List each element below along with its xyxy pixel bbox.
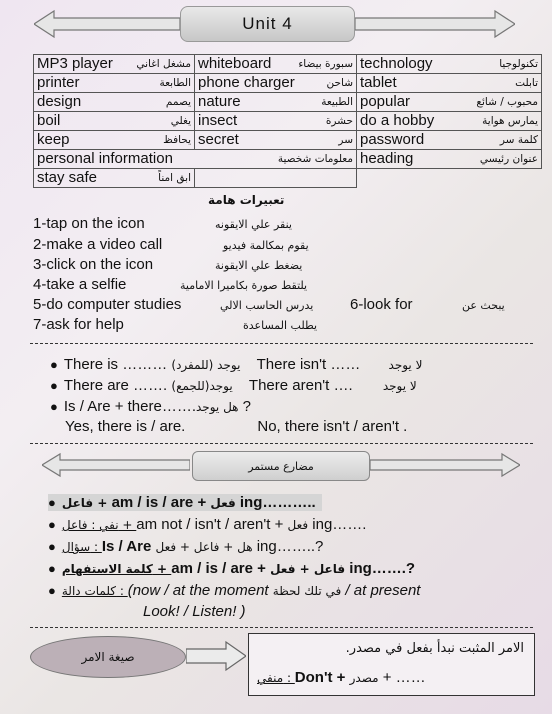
vocab-word: technology [360, 55, 433, 72]
vocab-translation: تابلت [515, 77, 538, 89]
expression-item: 6-look for [350, 296, 413, 313]
vocab-translation: يمارس هواية [482, 115, 538, 127]
dashed-divider [30, 443, 533, 444]
expression-translation: يبحث عن [462, 299, 505, 312]
vocab-word: popular [360, 93, 411, 110]
vocab-word: insect [198, 112, 238, 129]
right-arrow-decoration [186, 640, 246, 672]
imperative-negative: منفي : Don't + مصدر + …… [257, 669, 426, 686]
vocab-word: secret [198, 131, 239, 148]
vocab-word: tablet [360, 74, 397, 91]
there-is-line: ● There is ……… يوجد (للمفرد) There isn't …… لا يوجد [50, 356, 423, 373]
expression-item: 7-ask for help [33, 316, 124, 333]
vocab-word: personal information [37, 150, 173, 167]
expression-translation: يطلب المساعدة [243, 319, 318, 332]
vocab-translation: يغلي [170, 115, 191, 127]
vocab-word: printer [37, 74, 80, 91]
vocab-translation: الطابعة [159, 77, 191, 89]
table-row [34, 74, 542, 93]
vocab-translation: الطبيعة [321, 96, 353, 108]
vocab-translation: يحافظ [163, 134, 191, 146]
vocab-translation: مشغل اغاني [136, 58, 191, 70]
vocab-word: stay safe [37, 169, 98, 186]
vocab-word: boil [37, 112, 61, 129]
table-row [34, 169, 542, 188]
unit-title: Unit 4 [180, 6, 355, 42]
left-arrow-decoration [34, 8, 180, 40]
dashed-divider [30, 627, 533, 628]
expression-translation: يلتقط صورة بكاميرا الامامية [180, 279, 308, 292]
tense-wh-question: ● كلمة الاستفهام + am / is / are + فاعل + فعل ing…….? [48, 560, 416, 577]
right-arrow-decoration [355, 8, 515, 40]
table-row [34, 131, 542, 150]
vocab-translation: ابق امناً [158, 172, 191, 184]
expression-item: 4-take a selfie [33, 276, 127, 293]
dashed-divider [30, 343, 533, 344]
tense-question: ● سؤال : Is / Are هل + فاعل + فعل ing……..? [48, 538, 324, 555]
vocab-translation: تكنولوجيا [499, 58, 538, 70]
there-question-line: ● Is / Are + there…….هل يوجد ? [50, 398, 252, 415]
vocab-word: nature [198, 93, 241, 110]
left-arrow-decoration [42, 452, 190, 478]
imperative-label: صيغة الامر [30, 636, 186, 678]
vocab-word: MP3 player [37, 55, 113, 72]
tense-negative: ● نفي : فاعل + am not / isn't / aren't + فعل ing……. [48, 516, 367, 533]
expression-item: 5-do computer studies [33, 296, 182, 313]
vocab-word: whiteboard [198, 55, 272, 72]
tense-affirmative: ● فاعل + am / is / are + فعل ing……….. [48, 494, 322, 511]
vocab-translation: شاحن [326, 77, 353, 89]
expression-translation: ينقر علي الايقونه [215, 218, 292, 231]
table-row [34, 112, 542, 131]
vocab-translation: محبوب / شائع [476, 96, 538, 108]
vocab-translation: معلومات شخصية [277, 153, 353, 165]
imperative-rule-box [248, 633, 535, 696]
right-arrow-decoration [370, 452, 520, 478]
tense-title: مضارع مستمر [192, 451, 370, 481]
vocab-translation: عنوان رئيسي [479, 153, 538, 165]
expression-translation: يضغط علي الايقونة [215, 259, 303, 272]
vocab-translation: سر [338, 134, 353, 146]
vocab-word: design [37, 93, 82, 110]
vocab-translation: حشرة [325, 115, 353, 127]
tense-keywords: ● كلمات دالة : (now / at the moment في تلك لحظة / at present [48, 582, 421, 599]
vocab-word: keep [37, 131, 70, 148]
expression-item: 3-click on the icon [33, 256, 154, 273]
expression-item: 2-make a video call [33, 236, 163, 253]
table-row [34, 55, 542, 74]
vocab-word: heading [360, 150, 414, 167]
there-answer-line: Yes, there is / are. No, there isn't / aren't . [65, 418, 408, 435]
vocab-translation: يصمم [165, 96, 191, 108]
expression-item: 1-tap on the icon [33, 215, 145, 232]
vocab-word: password [360, 131, 425, 148]
expression-translation: يقوم بمكالمة فيديو [223, 239, 309, 252]
table-row [34, 93, 542, 112]
vocab-word: phone charger [198, 74, 295, 91]
vocab-word: do a hobby [360, 112, 435, 129]
vocab-translation: كلمة سر [499, 134, 538, 146]
imperative-rule: الامر المثبت نبدأ بفعل في مصدر. [345, 641, 524, 656]
expressions-title: تعبيرات هامة [208, 193, 285, 207]
table-row [34, 150, 542, 169]
vocabulary-table [33, 54, 542, 188]
tense-keywords-cont: Look! / Listen! ) [143, 603, 246, 620]
expression-translation: يدرس الحاسب الالي [220, 299, 314, 312]
vocab-translation: سبورة بيضاء [298, 58, 353, 70]
there-are-line: ● There are ……. يوجد(للجمع) There aren't …. لا يوجد [50, 377, 417, 394]
